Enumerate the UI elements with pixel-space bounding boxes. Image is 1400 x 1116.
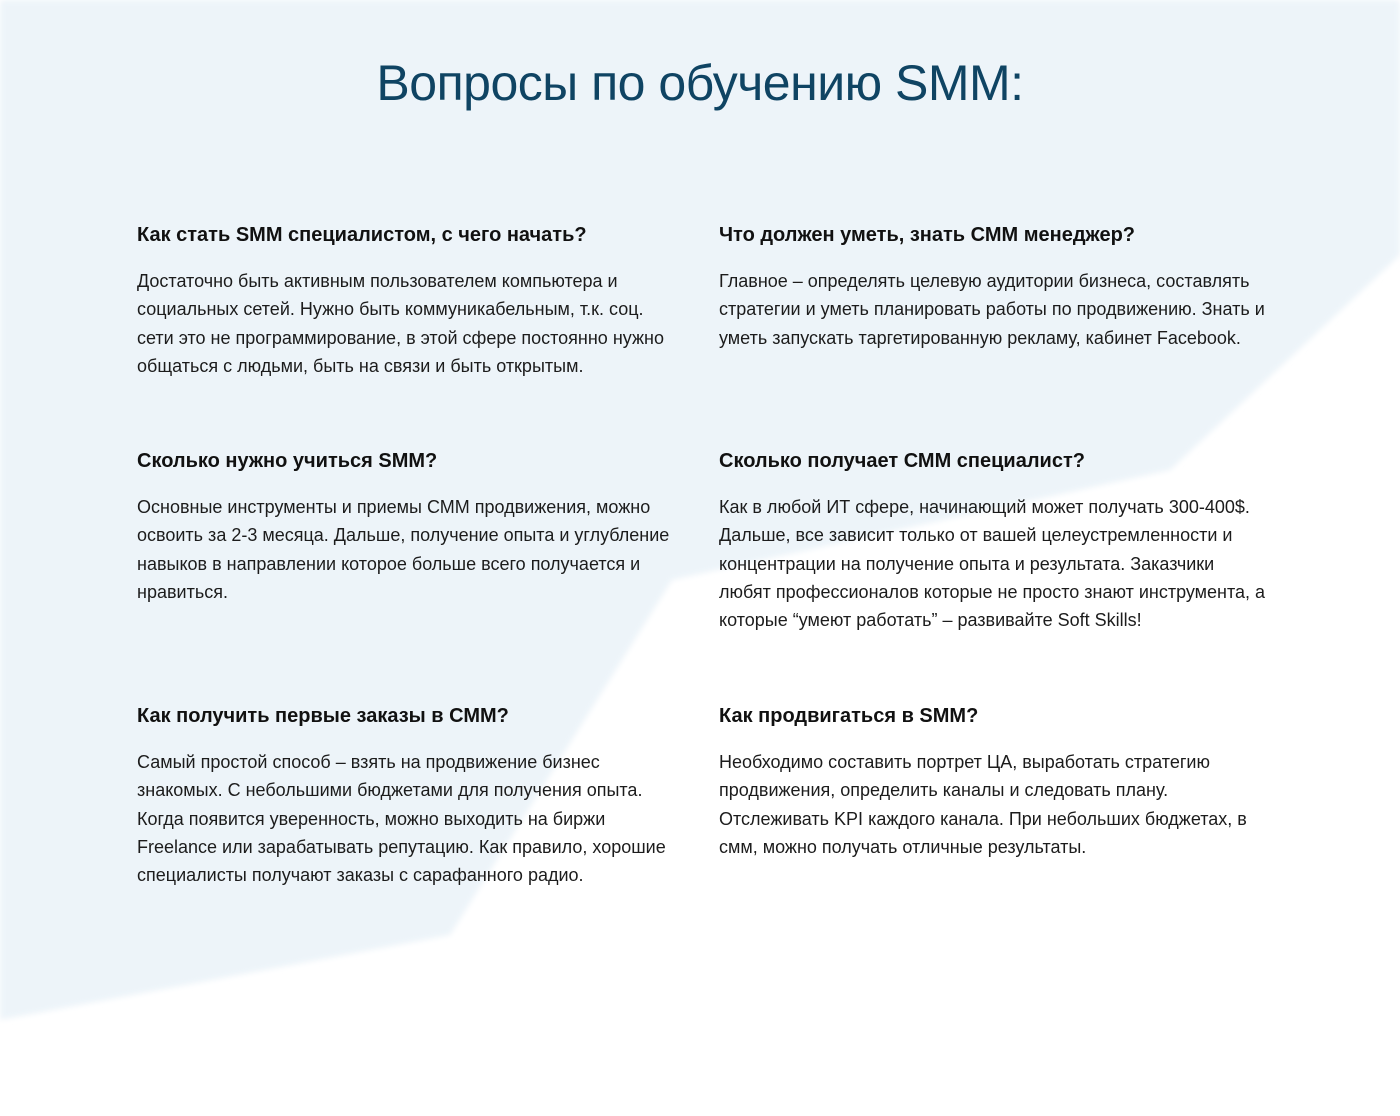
faq-item bbox=[719, 221, 1267, 352]
faq-question: Сколько нужно учиться SMM? bbox=[137, 450, 438, 472]
faq-question: Как получить первые заказы в СММ? bbox=[137, 705, 509, 727]
faq-answer: Главное – определять целевую аудитории бизнеса, составлять стратегии и уметь планировать работы по продвижению. Знать и уметь запускать таргетированную рекламу, кабинет Facebook. bbox=[719, 271, 1265, 348]
faq-item bbox=[137, 447, 685, 606]
faq-item bbox=[137, 221, 685, 380]
faq-answer: Самый простой способ – взять на продвижение бизнес знакомых. С небольшими бюджетами для получения опыта. Когда появится уверенность, можно выходить на биржи Freelance или зарабатывать репутацию. Как правило, хорошие специалисты получают заказы с сарафанного радио. bbox=[137, 752, 666, 886]
page-title: Вопросы по обучению SMM: bbox=[376, 55, 1024, 111]
faq-question: Что должен уметь, знать СММ менеджер? bbox=[719, 224, 1136, 246]
faq-answer: Как в любой ИТ сфере, начинающий может получать 300-400$. Дальше, все зависит только от вашей целеустремленности и концентрации на получение опыта и результата. Заказчики любят профессионалов которые не просто знают инструмента, а которые “умеют работать” – развивайте Soft Skills! bbox=[719, 497, 1266, 631]
faq-question: Как продвигаться в SMM? bbox=[719, 705, 979, 727]
faq-question: Сколько получает СММ специалист? bbox=[719, 450, 1085, 472]
faq-answer: Основные инструменты и приемы СММ продвижения, можно освоить за 2-3 месяца. Дальше, получение опыта и углубление навыков в направлении которое больше всего получается и нравиться. bbox=[137, 497, 670, 602]
faq-answer: Необходимо составить портрет ЦА, выработать стратегию продвижения, определить каналы и следовать плану. Отслеживать KPI каждого канала. При небольших бюджетах, в смм, можно получать отличные результаты. bbox=[719, 752, 1247, 857]
faq-item bbox=[137, 702, 685, 889]
faq-item bbox=[719, 702, 1267, 861]
faq-question: Как стать SMM специалистом, с чего начать? bbox=[137, 224, 587, 246]
faq-answer: Достаточно быть активным пользователем компьютера и социальных сетей. Нужно быть коммуникабельным, т.к. соц. сети это не программирование, в этой сфере постоянно нужно общаться с людьми, быть на связи и быть открытым. bbox=[137, 271, 664, 376]
faq-item bbox=[719, 447, 1267, 634]
